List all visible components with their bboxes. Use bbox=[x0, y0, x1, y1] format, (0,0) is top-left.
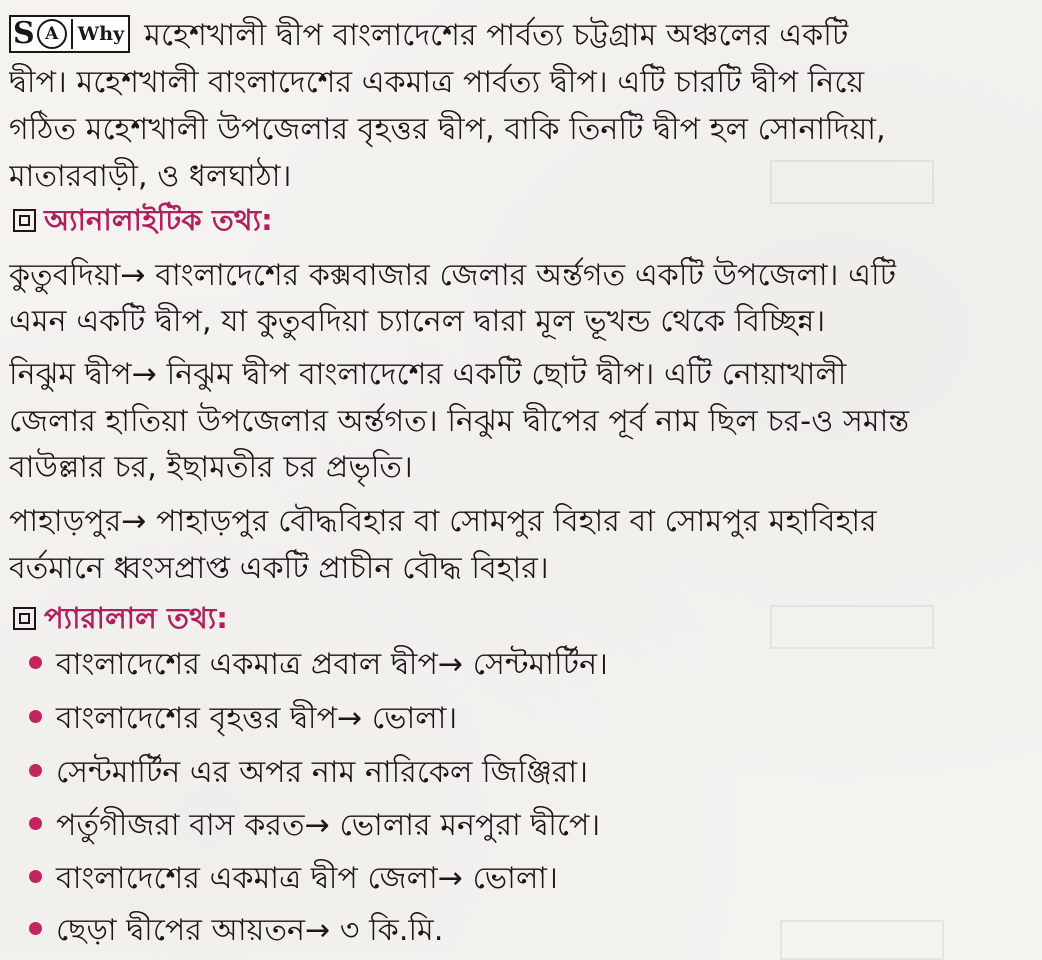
analytic-heading: অ্যানালাইটিক তথ্য: bbox=[44, 203, 273, 237]
list-item-text: বাংলাদেশের একমাত্র প্রবাল দ্বীপ→ সেন্টমার্টিন। bbox=[56, 647, 608, 682]
intro-line-1 bbox=[9, 14, 1028, 58]
bullet-dot-icon bbox=[29, 656, 42, 669]
parallel-heading-row bbox=[9, 596, 1028, 640]
badge-a-circle-icon: A bbox=[37, 19, 67, 49]
bullet-dot-icon bbox=[29, 817, 42, 830]
nijhum-line-2: জেলার হাতিয়া উপজেলার অর্ন্তগত। নিঝুম দ্বীপের পূর্ব নাম ছিল চর-ও সমান্ত bbox=[9, 404, 910, 439]
list-item-text: বাংলাদেশের একমাত্র দ্বীপ জেলা→ ভোলা। bbox=[56, 861, 558, 896]
badge-why: Why bbox=[71, 19, 125, 49]
bullet-dot-icon bbox=[29, 922, 42, 935]
list-item-text: পর্তুগীজরা বাস করত→ ভোলার মনপুরা দ্বীপে। bbox=[56, 808, 601, 843]
list-item-text: বাংলাদেশের বৃহত্তর দ্বীপ→ ভোলা। bbox=[56, 701, 458, 736]
badge-s: S bbox=[13, 15, 35, 51]
nijhum-line-3: বাউল্লার চর, ইছামতীর চর প্রভৃতি। bbox=[9, 450, 413, 485]
square-bullet-icon bbox=[13, 209, 36, 232]
list-item bbox=[9, 804, 1028, 848]
bullet-dot-icon bbox=[29, 764, 42, 777]
nijhum-line-1: নিঝুম দ্বীপ→ নিঝুম দ্বীপ বাংলাদেশের একটি ছোট দ্বীপ। এটি নোয়াখালী bbox=[9, 357, 847, 392]
list-item-text: ছেড়া দ্বীপের আয়তন→ ৩ কি.মি. bbox=[56, 913, 444, 948]
list-item bbox=[9, 643, 1028, 687]
intro-text-1: মহেশখালী দ্বীপ বাংলাদেশের পার্বত্য চট্টগ্রাম অঞ্চলের একটি bbox=[144, 18, 849, 53]
saw-badge bbox=[9, 15, 130, 53]
bullet-dot-icon bbox=[29, 710, 42, 723]
analytic-heading-row bbox=[9, 198, 1028, 242]
list-item bbox=[9, 697, 1028, 741]
kutubdia-line-1: কুতুবদিয়া→ বাংলাদেশের কক্সবাজার জেলার অর্ন্তগত একটি উপজেলা। এটি bbox=[9, 258, 897, 293]
list-item bbox=[9, 857, 1028, 901]
square-bullet-icon bbox=[13, 607, 36, 630]
parallel-heading: প্যারালাল তথ্য: bbox=[44, 601, 228, 635]
intro-line-4: মাতারবাড়ী, ও ধলঘাঠা। bbox=[9, 159, 292, 194]
paharpur-line-2: বর্তমানে ধ্বংসপ্রাপ্ত একটি প্রাচীন বৌদ্ধ বিহার। bbox=[9, 551, 549, 586]
kutubdia-line-2: এমন একটি দ্বীপ, যা কুতুবদিয়া চ্যানেল দ্বারা মূল ভূখন্ড থেকে বিচ্ছিন্ন। bbox=[9, 304, 826, 339]
list-item bbox=[9, 909, 1028, 953]
intro-line-2: দ্বীপ। মহেশখালী বাংলাদেশের একমাত্র পার্বত্য দ্বীপ। এটি চারটি দ্বীপ নিয়ে bbox=[9, 65, 865, 100]
list-item bbox=[9, 751, 1028, 795]
intro-line-3: গঠিত মহেশখালী উপজেলার বৃহত্তর দ্বীপ, বাকি তিনটি দ্বীপ হল সোনাদিয়া, bbox=[9, 112, 886, 147]
paharpur-line-1: পাহাড়পুর→ পাহাড়পুর বৌদ্ধবিহার বা সোমপুর বিহার বা সোমপুর মহাবিহার bbox=[9, 504, 877, 539]
list-item-text: সেন্টমার্টিন এর অপর নাম নারিকেল জিঞ্জিরা। bbox=[56, 755, 589, 790]
bullet-dot-icon bbox=[29, 870, 42, 883]
